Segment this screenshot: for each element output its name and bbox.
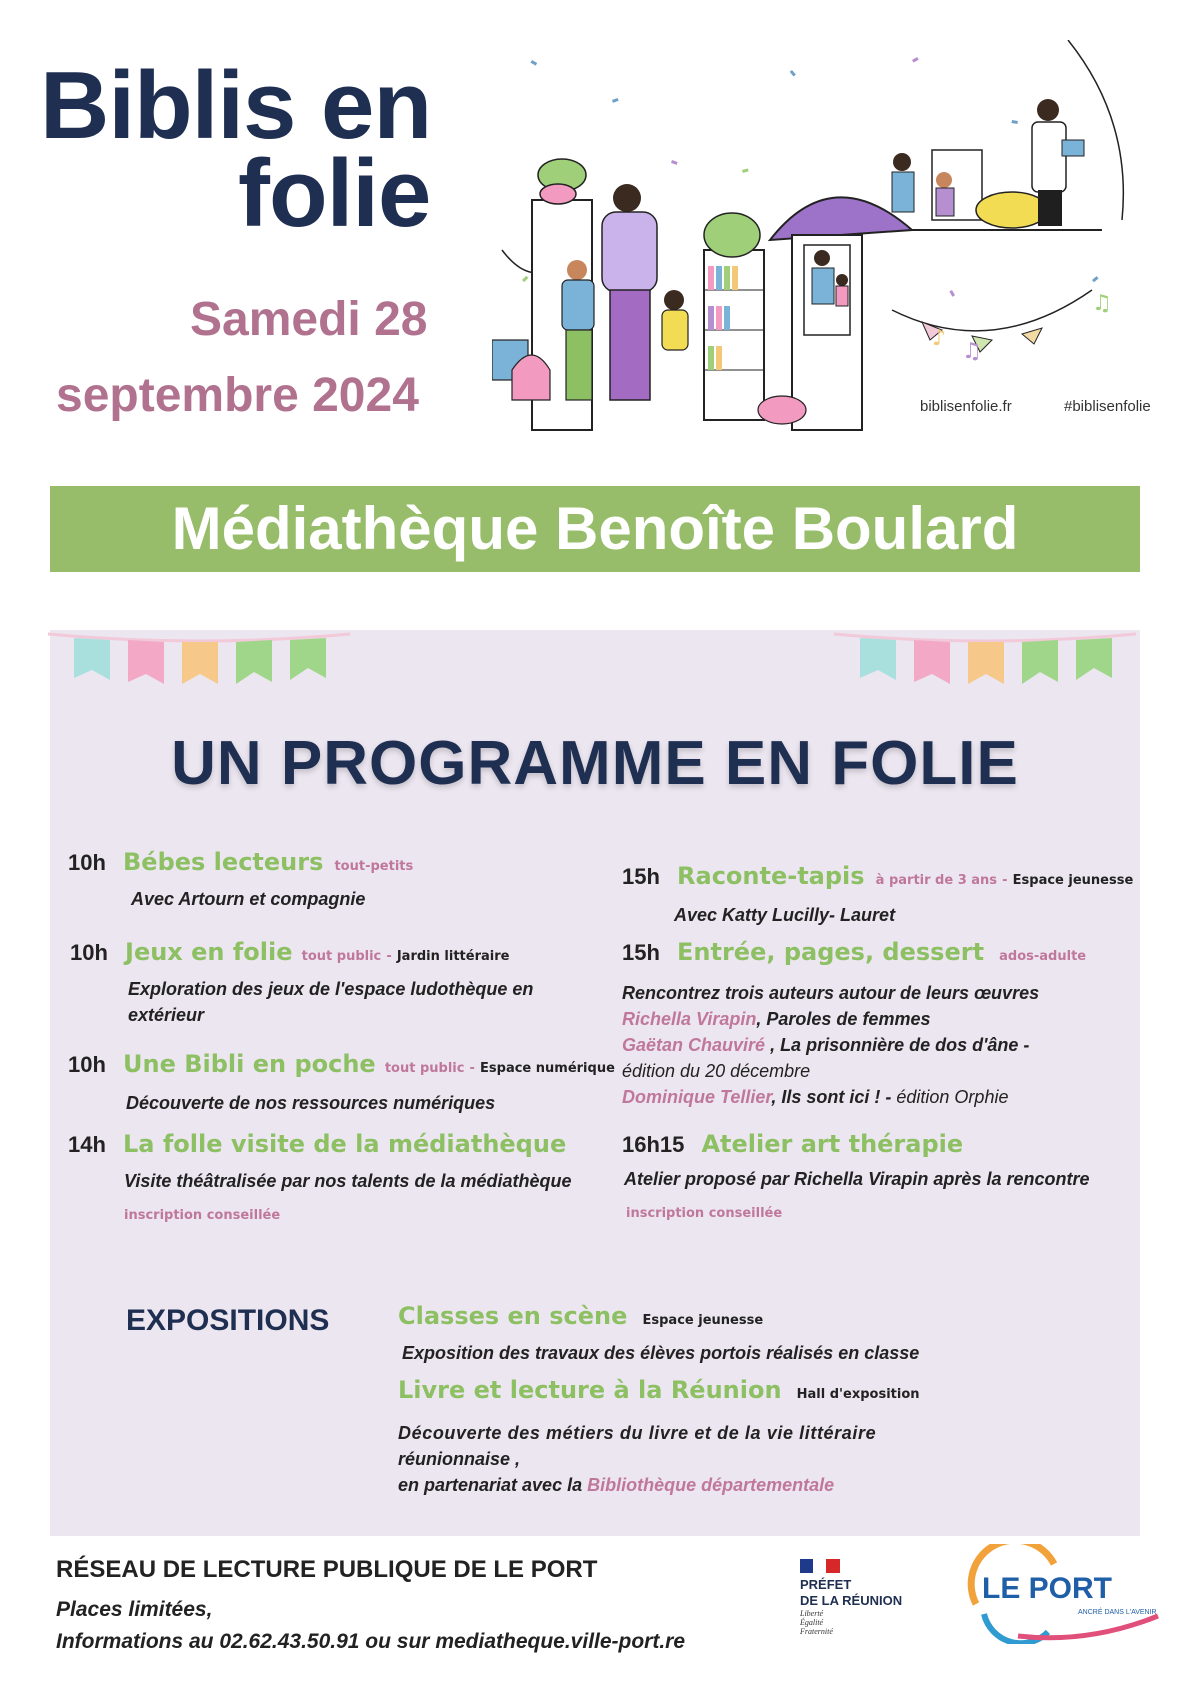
event-dash: - (469, 1061, 475, 1076)
exhibit-partner-line (398, 1472, 876, 1498)
bunting-right (830, 622, 1140, 702)
contact-info[interactable]: Informations au 02.62.43.50.91 ou sur mediatheque.ville-port.re (56, 1630, 686, 1653)
prefet-line1: PRÉFET (800, 1577, 852, 1592)
author-name[interactable]: Gaëtan Chauviré (622, 1035, 766, 1055)
event-left-3 (68, 1130, 566, 1158)
event-left-1 (70, 938, 509, 966)
network-name: RÉSEAU DE LECTURE PUBLIQUE DE LE PORT (56, 1556, 598, 1583)
author-line (622, 1032, 1039, 1058)
event-dash: - (1002, 873, 1008, 888)
french-flag-icon (800, 1559, 840, 1573)
event-title: Jeux en folie (125, 938, 293, 966)
brand-title (40, 52, 432, 247)
le-port-tagline: ANCRÉ DANS L'AVENIR (1078, 1609, 1157, 1616)
author-edition: édition du 20 décembre (622, 1061, 811, 1081)
prefet-logo (800, 1558, 940, 1636)
event-title: Entrée, pages, dessert (677, 938, 985, 966)
exhibit-desc-line: réunionnaise , (398, 1449, 521, 1469)
program-title: UN PROGRAMME EN FOLIE (171, 729, 1019, 798)
motto-line: Liberté (800, 1609, 824, 1618)
svg-text:♫: ♫ (1092, 291, 1112, 316)
event-audience: à partir de 3 ans (875, 873, 998, 888)
motto-line: Fraternité (800, 1627, 833, 1636)
website-link[interactable]: biblisenfolie.fr (920, 398, 1012, 415)
exhibit-place: Espace jeunesse (642, 1313, 764, 1328)
places-note: Places limitées, (56, 1598, 213, 1621)
exhibit-title: Livre et lecture à la Réunion (398, 1376, 782, 1404)
event-desc-line: Exploration des jeux de l'espace ludothèque en (128, 979, 534, 999)
event-audience: tout public (301, 949, 382, 964)
event-title: La folle visite de la médiathèque (123, 1130, 567, 1158)
event-desc: Avec Katty Lucilly- Lauret (674, 905, 896, 925)
event-time: 15h (622, 940, 660, 965)
partner-prefix: en partenariat avec la (398, 1475, 588, 1495)
event-audience: tout public (384, 1061, 465, 1076)
author-edition: édition Orphie (896, 1087, 1009, 1107)
event-desc (128, 976, 533, 1028)
venue-banner (50, 486, 1140, 572)
exhibit-place: Hall d'exposition (796, 1387, 920, 1402)
exhibit-desc (398, 1420, 876, 1498)
author-name[interactable]: Richella Virapin (622, 1009, 757, 1029)
event-time: 10h (68, 1052, 106, 1077)
event-date-line1: Samedi 28 (190, 293, 428, 346)
venue-name: Médiathèque Benoîte Boulard (171, 495, 1019, 562)
event-audience: tout-petits (334, 859, 414, 874)
exhibit-title: Classes en scène (398, 1302, 628, 1330)
event-date-line2: septembre 2024 (56, 369, 419, 422)
event-title: Une Bibli en poche (123, 1050, 376, 1078)
event-dash: - (386, 949, 392, 964)
motto-line: Égalité (800, 1618, 824, 1627)
author-line (622, 1006, 1039, 1032)
event-audience: ados-adulte (999, 949, 1087, 964)
author-name[interactable]: Dominique Tellier (622, 1087, 772, 1107)
prefet-line2: DE LA RÉUNION (800, 1593, 903, 1608)
event-left-2 (68, 1050, 615, 1078)
library-illustration (492, 40, 1170, 432)
bunting-left (44, 622, 354, 702)
svg-text:♫: ♫ (962, 339, 982, 364)
author-work: , Ils sont ici ! - (771, 1087, 897, 1107)
event-left-0 (68, 848, 413, 876)
svg-text:♪: ♪ (932, 326, 947, 351)
event-time: 16h15 (622, 1132, 685, 1157)
author-work: , Paroles de femmes (756, 1009, 931, 1029)
event-title: Raconte-tapis (677, 862, 865, 890)
event-desc: Découverte de nos ressources numériques (126, 1093, 496, 1113)
hashtag: #biblisenfolie (1064, 398, 1151, 415)
event-desc: Atelier proposé par Richella Virapin après la rencontre (624, 1169, 1090, 1189)
event-time: 15h (622, 864, 660, 889)
author-line (622, 1084, 1039, 1110)
exhibit-desc-line: Découverte des métiers du livre et de la vie littéraire (398, 1423, 877, 1443)
event-right-0 (622, 862, 1133, 890)
authors-intro: Rencontrez trois auteurs autour de leurs œuvres (622, 983, 1040, 1003)
event-desc: Visite théâtralisée par nos talents de la médiathèque (124, 1171, 572, 1191)
expositions-heading: EXPOSITIONS (126, 1304, 330, 1337)
event-right-2 (622, 1130, 963, 1158)
event-place: Espace numérique (480, 1061, 615, 1076)
event-place: Jardin littéraire (396, 949, 510, 964)
event-title: Atelier art thérapie (701, 1130, 964, 1158)
event-place: Espace jeunesse (1012, 873, 1134, 888)
author-work: , La prisonnière de dos d'âne - (765, 1035, 1030, 1055)
event-title: Bébes lecteurs (123, 848, 324, 876)
exhibit-desc: Exposition des travaux des élèves portois réalisés en classe (402, 1343, 920, 1363)
partner-link[interactable]: Bibliothèque départementale (587, 1475, 835, 1495)
le-port-wordmark: LE PORT (982, 1572, 1113, 1605)
authors-block (622, 980, 1039, 1110)
event-desc-line: extérieur (128, 1005, 205, 1025)
brand-title-line1: Biblis en (40, 52, 432, 159)
exhibit-1 (398, 1376, 920, 1404)
event-time: 10h (70, 940, 108, 965)
event-desc: Avec Artourn et compagnie (131, 889, 366, 909)
event-time: 10h (68, 850, 106, 875)
registration-note: inscription conseillée (124, 1208, 281, 1223)
brand-title-line2: folie (238, 140, 431, 247)
exhibit-0 (398, 1302, 763, 1330)
le-port-logo (958, 1544, 1178, 1644)
event-right-1 (622, 938, 1086, 966)
event-time: 14h (68, 1132, 106, 1157)
registration-note: inscription conseillée (626, 1206, 783, 1221)
